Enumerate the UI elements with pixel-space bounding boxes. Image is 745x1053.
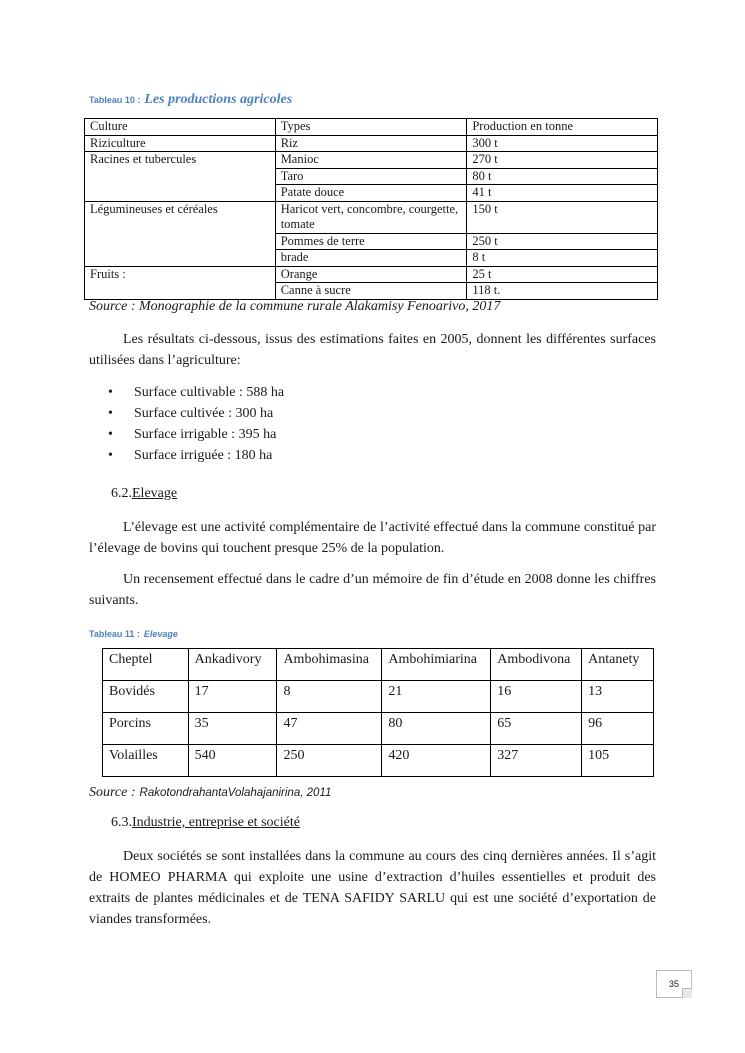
table-header-cell: Ambodivona: [491, 649, 582, 681]
page-corner-fold: [682, 988, 692, 998]
table11-source: [89, 783, 331, 801]
table-header-cell: Culture: [85, 119, 276, 136]
table-row: [85, 185, 658, 202]
bullet-icon: •: [108, 406, 113, 421]
list-item-text: Surface cultivable : 588 ha: [134, 385, 285, 400]
table-row: [103, 713, 654, 745]
table-cell: [85, 168, 276, 185]
list-item-text: Surface irrigable : 395 ha: [134, 427, 277, 442]
table-cell: 250: [277, 745, 382, 777]
table10: [84, 118, 658, 300]
table-header-cell: Ambohimiarina: [382, 649, 491, 681]
table10-caption-label: Tableau 10 :: [89, 95, 141, 105]
table-cell: 80: [382, 713, 491, 745]
table10-caption: [89, 90, 292, 108]
paragraph-surfaces: Les résultats ci-dessous, issus des estimations faites en 2005, donnent les différentes surfaces utilisées dans l’agriculture:: [89, 332, 656, 368]
table-cell: 300 t: [467, 135, 658, 152]
table-cell: Porcins: [103, 713, 189, 745]
table-cell: 250 t: [467, 233, 658, 250]
table-cell: brade: [275, 250, 467, 267]
table-cell: [85, 283, 276, 300]
table11: [102, 648, 654, 777]
table10-caption-title: Les productions agricoles: [144, 92, 293, 107]
section-number: 6.2.: [111, 486, 132, 501]
table-row: [85, 283, 658, 300]
table-cell: 270 t: [467, 152, 658, 169]
table-cell: 25 t: [467, 266, 658, 283]
list-item: [108, 424, 284, 445]
table-cell: 21: [382, 681, 491, 713]
list-item: [108, 403, 284, 424]
list-item: [108, 382, 284, 403]
table-cell: 41 t: [467, 185, 658, 202]
section-number: 6.3.: [111, 815, 132, 830]
table-cell: 16: [491, 681, 582, 713]
table11-source-text: RakotondrahantaVolahajanirina, 2011: [139, 787, 332, 799]
table-row: [85, 233, 658, 250]
section-heading-elevage: [111, 486, 177, 502]
table-row: [85, 168, 658, 185]
table-cell: Riziculture: [85, 135, 276, 152]
table-header-cell: Production en tonne: [467, 119, 658, 136]
table-cell: Fruits :: [85, 266, 276, 283]
list-item-text: Surface irriguée : 180 ha: [134, 448, 273, 463]
table-cell: 96: [582, 713, 654, 745]
table-cell: 65: [491, 713, 582, 745]
table-row: [103, 681, 654, 713]
list-item: [108, 445, 284, 466]
table-header-row: [103, 649, 654, 681]
table11-caption-label: Tableau 11 :: [89, 629, 140, 639]
table-row: [85, 201, 658, 233]
table-cell: 8: [277, 681, 382, 713]
bullet-icon: •: [108, 448, 113, 463]
table-header-cell: Ankadivory: [188, 649, 277, 681]
table-cell: 47: [277, 713, 382, 745]
paragraph-industrie: Deux sociétés se sont installées dans la commune au cours des cinq dernières années. Il s’agit de HOMEO PHARMA qui exploite une usine d’extraction d’huiles essentielles et produit des extraits de plantes médicinales et de TENA SAFIDY SARLU qui est une société d’exportation de viandes transformées.: [89, 849, 656, 927]
table-cell: Haricot vert, concombre, courgette, tomate: [275, 201, 467, 233]
section-title: Elevage: [132, 486, 178, 501]
table-cell: 327: [491, 745, 582, 777]
table-cell: 35: [188, 713, 277, 745]
table-cell: Patate douce: [275, 185, 467, 202]
table-cell: [85, 233, 276, 250]
table11-caption: [89, 624, 178, 642]
table-cell: 105: [582, 745, 654, 777]
table11-source-label: Source :: [89, 785, 136, 800]
paragraph-recensement: Un recensement effectué dans le cadre d’un mémoire de fin d’étude en 2008 donne les chiffres suivants.: [89, 572, 656, 608]
list-item-text: Surface cultivée : 300 ha: [134, 406, 274, 421]
table-cell: Légumineuses et céréales: [85, 201, 276, 233]
table-cell: 118 t.: [467, 283, 658, 300]
table-cell: [85, 250, 276, 267]
table-cell: Racines et tubercules: [85, 152, 276, 169]
section-title: Industrie, entreprise et société: [132, 815, 300, 830]
table-cell: Manioc: [275, 152, 467, 169]
table-row: [85, 152, 658, 169]
table-header-cell: Cheptel: [103, 649, 189, 681]
table-cell: 420: [382, 745, 491, 777]
bullet-icon: •: [108, 385, 113, 400]
table-cell: Pommes de terre: [275, 233, 467, 250]
table-cell: Orange: [275, 266, 467, 283]
table-row: [85, 266, 658, 283]
table-cell: Canne à sucre: [275, 283, 467, 300]
table-cell: [85, 185, 276, 202]
table-header-row: [85, 119, 658, 136]
table-cell: Volailles: [103, 745, 189, 777]
table-cell: Bovidés: [103, 681, 189, 713]
table-header-cell: Types: [275, 119, 467, 136]
table-header-cell: Ambohimasina: [277, 649, 382, 681]
table-cell: 13: [582, 681, 654, 713]
table-header-cell: Antanety: [582, 649, 654, 681]
table-cell: Taro: [275, 168, 467, 185]
paragraph-elevage: L’élevage est une activité complémentaire de l’activité effectué dans la commune constitué par l’élevage de bovins qui touchent presque 25% de la population.: [89, 520, 656, 556]
table-cell: 8 t: [467, 250, 658, 267]
table-cell: 80 t: [467, 168, 658, 185]
table-cell: 17: [188, 681, 277, 713]
table-cell: Riz: [275, 135, 467, 152]
surface-list: [108, 382, 284, 466]
table11-caption-title: Elevage: [143, 629, 178, 639]
table-cell: 540: [188, 745, 277, 777]
page-number: 35: [656, 970, 692, 998]
table-row: [85, 135, 658, 152]
bullet-icon: •: [108, 427, 113, 442]
table-row: [103, 745, 654, 777]
section-heading-industrie: [111, 815, 300, 831]
table-row: [85, 250, 658, 267]
table-cell: 150 t: [467, 201, 658, 233]
table10-source: Source : Monographie de la commune rurale Alakamisy Fenoarivo, 2017: [89, 299, 501, 314]
